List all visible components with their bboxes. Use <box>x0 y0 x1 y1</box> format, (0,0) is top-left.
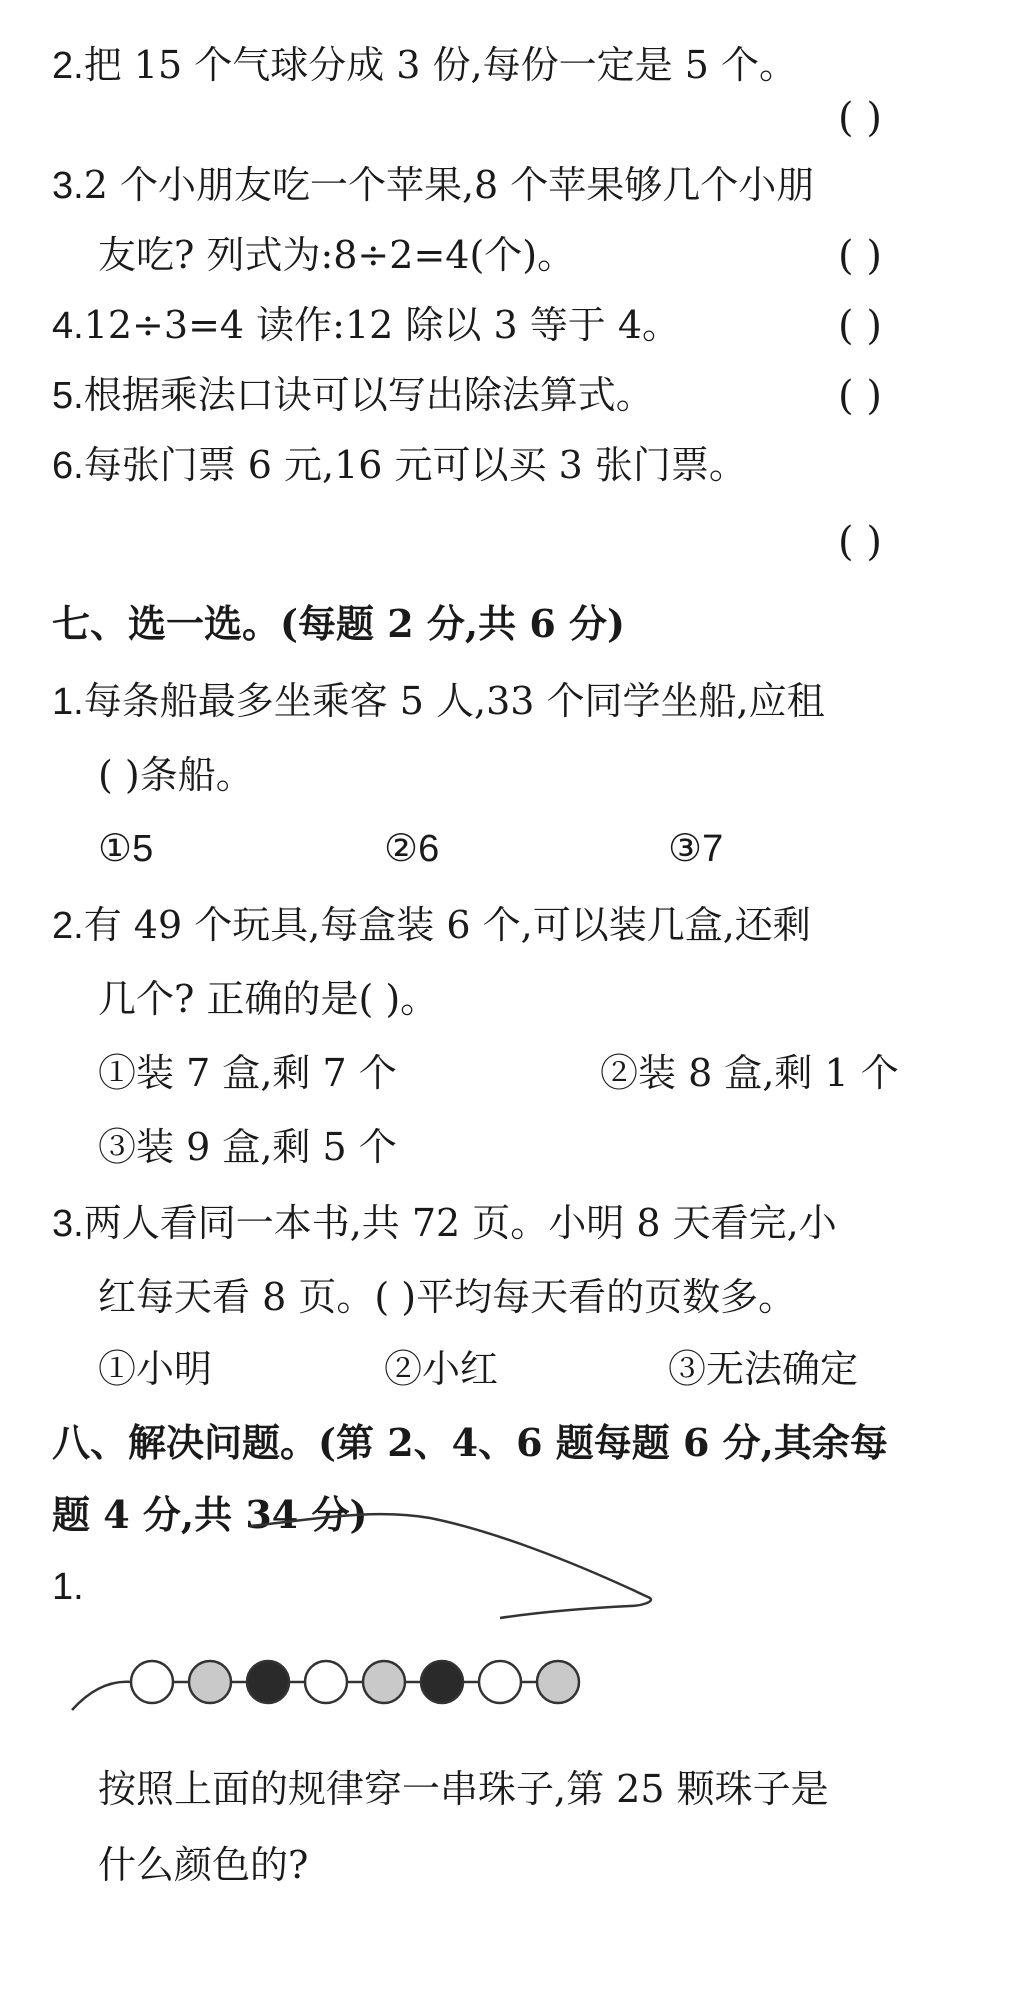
string-tail <box>72 1682 132 1710</box>
question-number: 4. <box>52 305 84 347</box>
question-text: 每张门票 6 元,16 元可以买 3 张门票。 <box>83 443 747 487</box>
choose-q2-line1 <box>52 903 811 947</box>
option-3[interactable]: ③装 9 盒,剩 5 个 <box>98 1125 397 1169</box>
bead-string-figure <box>70 1500 670 1730</box>
solve-q1-line1: 按照上面的规律穿一串珠子,第 25 颗珠子是 <box>98 1767 829 1811</box>
choose-q3-line2: 红每天看 8 页。( )平均每天看的页数多。 <box>98 1275 797 1319</box>
bead-gray <box>537 1661 579 1703</box>
option-2[interactable]: ②装 8 盒,剩 1 个 <box>600 1051 899 1095</box>
choose-q2-line2: 几个? 正确的是( )。 <box>98 977 439 1021</box>
choose-q1-line2: ( )条船。 <box>98 753 254 797</box>
question-text: 12÷3=4 读作:12 除以 3 等于 4。 <box>83 303 680 347</box>
choose-q1-line1 <box>52 679 825 723</box>
judge-q2 <box>52 43 797 87</box>
judge-q4 <box>52 303 680 347</box>
option-2[interactable]: ②6 <box>384 828 440 870</box>
question-number: 1. <box>52 1566 84 1608</box>
bead-white <box>305 1661 347 1703</box>
bead-white <box>131 1661 173 1703</box>
judge-q5 <box>52 373 654 417</box>
question-text: 根据乘法口诀可以写出除法算式。 <box>83 373 654 417</box>
string-line <box>250 1514 651 1618</box>
option-1[interactable]: ①装 7 盒,剩 7 个 <box>98 1051 397 1095</box>
question-number: 2. <box>52 45 84 87</box>
answer-blank[interactable]: ( ) <box>838 303 882 349</box>
question-number: 6. <box>52 445 84 487</box>
question-number: 1. <box>52 681 84 723</box>
question-text: 2 个小朋友吃一个苹果,8 个苹果够几个小朋 <box>83 163 815 207</box>
judge-q3-line1 <box>52 163 815 207</box>
question-number: 3. <box>52 1203 84 1245</box>
bead-gray <box>363 1661 405 1703</box>
solve-q1-line2: 什么颜色的? <box>98 1843 309 1887</box>
answer-blank[interactable]: ( ) <box>838 519 882 565</box>
judge-q3-line2: 友吃? 列式为:8÷2=4(个)。 <box>98 233 576 277</box>
bead-white <box>479 1661 521 1703</box>
answer-blank[interactable]: ( ) <box>838 233 882 279</box>
option-3[interactable]: ③无法确定 <box>668 1347 859 1391</box>
choose-q3-line1 <box>52 1201 837 1245</box>
answer-blank[interactable]: ( ) <box>838 373 882 419</box>
bead-black <box>421 1661 463 1703</box>
question-number: 3. <box>52 165 84 207</box>
section-title-choose: 七、选一选。(每题 2 分,共 6 分) <box>52 601 625 646</box>
option-2[interactable]: ②小红 <box>384 1347 499 1391</box>
question-text: 两人看同一本书,共 72 页。小明 8 天看完,小 <box>83 1201 837 1245</box>
question-number: 5. <box>52 375 84 417</box>
answer-blank[interactable]: ( ) <box>838 95 882 141</box>
question-number: 2. <box>52 905 84 947</box>
option-1[interactable]: ①小明 <box>98 1347 213 1391</box>
bead-gray <box>189 1661 231 1703</box>
bead-black <box>247 1661 289 1703</box>
section-title-solve-cont: 题 4 分,共 34 分) <box>52 1492 368 1537</box>
option-1[interactable]: ①5 <box>98 828 154 870</box>
judge-q6 <box>52 443 747 487</box>
question-text: 每条船最多坐乘客 5 人,33 个同学坐船,应租 <box>83 679 825 723</box>
question-text: 把 15 个气球分成 3 份,每份一定是 5 个。 <box>83 43 797 87</box>
option-3[interactable]: ③7 <box>668 828 724 870</box>
question-text: 有 49 个玩具,每盒装 6 个,可以装几盒,还剩 <box>83 903 811 947</box>
section-title-solve: 八、解决问题。(第 2、4、6 题每题 6 分,其余每 <box>52 1420 888 1465</box>
